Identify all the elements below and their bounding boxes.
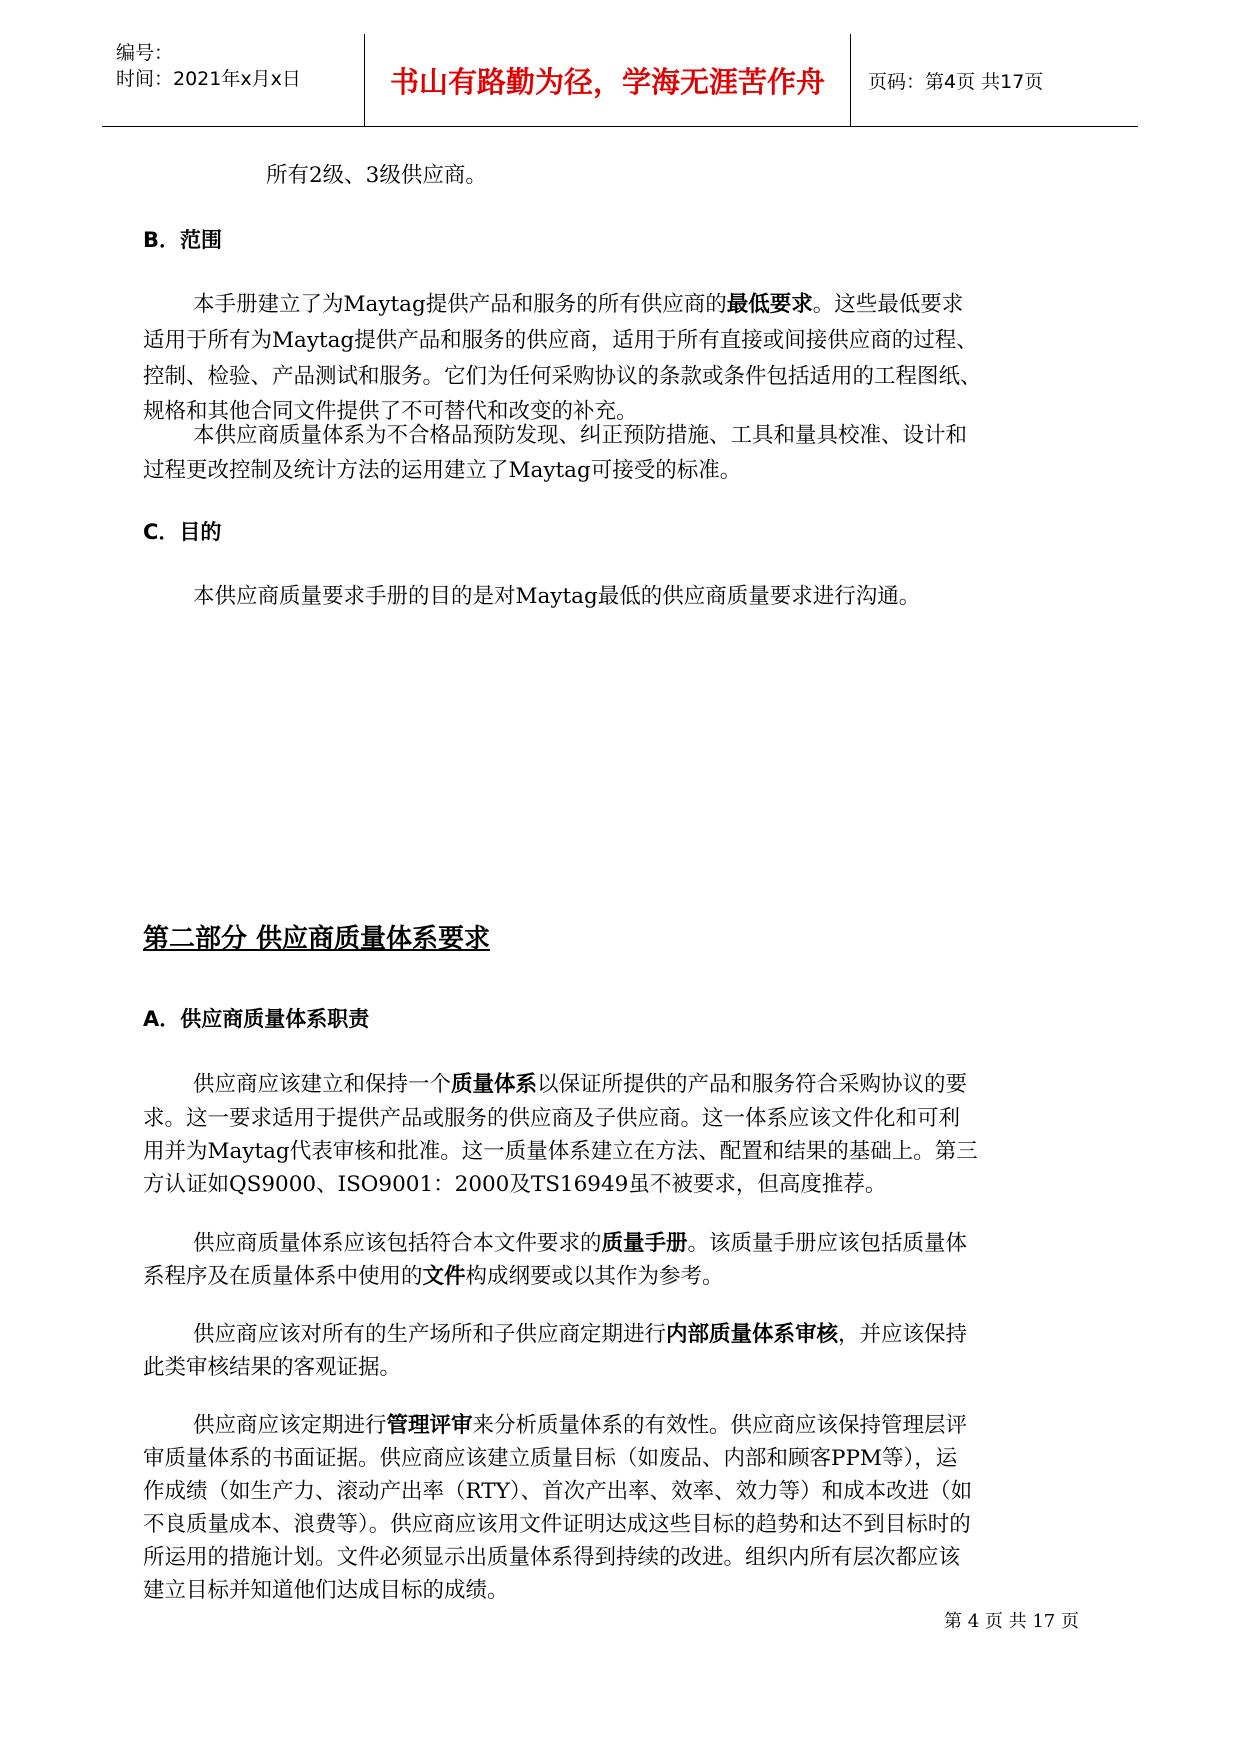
header-time-label: 时间：2021年x月x日 [116,68,301,90]
section-c-heading: C．目的 [143,520,222,544]
section-b-p1-line2: 适用于所有为Maytag提供产品和服务的供应商，适用于所有直接或间接供应商的过程、 [143,328,978,353]
part2-p4-line1 [193,1408,967,1439]
part2-p4-line3: 作成绩（如生产力、滚动产出率（RTY）、首次产出率、效率、效力等）和成本改进（如 [143,1479,973,1504]
part2-p3-line2: 此类审核结果的客观证据。 [143,1355,402,1380]
section-b-p1-line1 [193,287,963,318]
text-run: 构成纲要或以其作为参考。 [465,1264,724,1289]
part2-title: 第二部分 供应商质量体系要求 [143,924,491,954]
section-c-p1: 本供应商质量要求手册的目的是对Maytag最低的供应商质量要求进行沟通。 [193,584,921,609]
text-run: 。该质量手册应该包括质量体 [687,1231,968,1256]
text-run: 供应商质量体系应该包括符合本文件要求的 [193,1231,602,1256]
part2-subheading-a: A．供应商质量体系职责 [143,1007,370,1031]
header-motto: 书山有路勤为径，学海无涯苦作舟 [389,64,825,99]
part2-p4-line2: 审质量体系的书面证据。供应商应该建立质量目标（如废品、内部和顾客PPM等），运 [143,1446,958,1471]
bold-term: 质量体系 [451,1072,538,1097]
text-run: 供应商应该定期进行 [193,1413,387,1438]
text-run: 来分析质量体系的有效性。供应商应该保持管理层评 [472,1413,968,1438]
section-b-p1-line4: 规格和其他合同文件提供了不可替代和改变的补充。 [143,399,638,424]
bold-term: 文件 [422,1264,466,1289]
part2-p4-line6: 建立目标并知道他们达成目标的成绩。 [143,1578,509,1603]
section-b-p1-line3: 控制、检验、产品测试和服务。它们为任何采购协议的条款或条件包括适用的工程图纸、 [143,364,982,389]
text-run: 供应商应该建立和保持一个 [193,1072,452,1097]
header-number-label: 编号： [116,42,174,64]
part2-p1-line1 [193,1067,967,1098]
bold-term: 质量手册 [601,1231,688,1256]
section-b-heading: B．范围 [143,228,223,252]
text-run: ，并应该保持 [838,1322,968,1347]
header-motto-cell [364,34,851,126]
page-footer: 第 4 页 共 17 页 [944,1611,1079,1632]
header-page-label: 页码：第4页 共17页 [868,70,1044,93]
section-b-p2-line1: 本供应商质量体系为不合格品预防发现、纠正预防措施、工具和量具校准、设计和 [193,423,968,448]
text-run: 系程序及在质量体系中使用的 [143,1264,423,1289]
intro-tail-text: 所有2级、3级供应商。 [266,163,487,188]
bold-term: 最低要求 [726,292,813,317]
bold-term: 内部质量体系审核 [666,1322,839,1347]
page-header [102,34,1138,127]
part2-p1-line3: 用并为Maytag代表审核和批准。这一质量体系建立在方法、配置和结果的基础上。第三 [143,1139,978,1164]
part2-p4-line5: 所运用的措施计划。文件必须显示出质量体系得到持续的改进。组织内所有层次都应该 [143,1545,961,1570]
text-run: 供应商应该对所有的生产场所和子供应商定期进行 [193,1322,667,1347]
part2-p1-line4: 方认证如QS9000、ISO9001：2000及TS16949虽不被要求，但高度推荐。 [143,1172,887,1197]
header-info-cell [102,34,364,126]
part2-p3-line1 [193,1317,967,1348]
part2-p2-line2 [143,1259,724,1290]
text-run: 。这些最低要求 [812,292,964,317]
header-page-cell [850,34,1138,126]
text-run: 以保证所提供的产品和服务符合采购协议的要 [537,1072,968,1097]
part2-p1-line2: 求。这一要求适用于提供产品或服务的供应商及子供应商。这一体系应该文件化和可利 [143,1106,961,1131]
section-b-p2-line2: 过程更改控制及统计方法的运用建立了Maytag可接受的标准。 [143,458,742,483]
text-run: 本手册建立了为Maytag提供产品和服务的所有供应商的 [193,292,727,317]
part2-p4-line4: 不良质量成本、浪费等）。供应商应该用文件证明达成这些目标的趋势和达不到目标时的 [143,1512,971,1537]
part2-p2-line1 [193,1226,967,1257]
bold-term: 管理评审 [386,1413,473,1438]
